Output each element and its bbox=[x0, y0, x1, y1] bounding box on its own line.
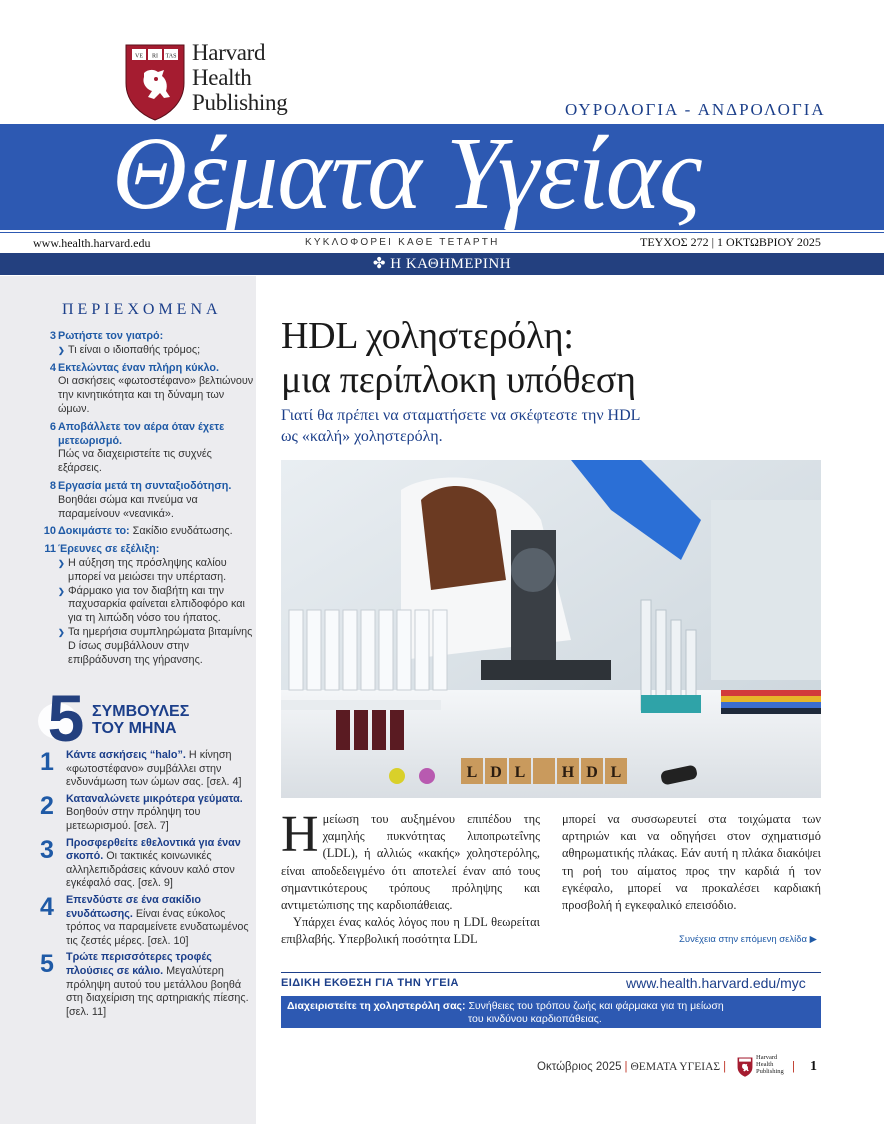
toc-bullet: ❯ Φάρμακο για τον διαβήτη και την παχυσαρκία φαίνεται ελπιδοφόρο και για τη λιπώδη νόσο του ήπατος. bbox=[58, 585, 255, 626]
report-divider bbox=[281, 972, 821, 973]
tip-heading: Κάντε ασκήσεις “halo”. bbox=[66, 749, 186, 761]
footer-separator: | bbox=[792, 1061, 795, 1073]
tip-number: 1 bbox=[40, 748, 54, 776]
newspaper-name bbox=[0, 253, 884, 275]
special-report-text: Συνήθειες του τρόπου ζωής και φάρμακα για τη μείωση bbox=[468, 1000, 724, 1012]
tip-item bbox=[38, 894, 252, 948]
photo-block-letter: L bbox=[466, 764, 478, 781]
article-column-1 bbox=[281, 806, 540, 949]
tip-text: Η κίνηση «φωτοστέφανο» συμβάλλει στην ενδυνάμωση των ώμων σας. [σελ. 4] bbox=[66, 749, 242, 789]
article-paragraph: Υπάρχει ένας καλός λόγος που η LDL θεωρείται επιβλαβής. Υπερβολική ποσότητα LDL bbox=[281, 915, 540, 947]
svg-text:TAS: TAS bbox=[165, 53, 177, 60]
page-footer bbox=[537, 1061, 729, 1073]
toc-bullet: ❯ Η αύξηση της πρόσληψης καλίου μπορεί να μειώσει την υπέρταση. bbox=[58, 557, 255, 585]
footer-publisher-line: Publishing bbox=[756, 1068, 784, 1075]
toc-item[interactable] bbox=[30, 525, 255, 539]
issue-info: ΤΕΥΧΟΣ 272 | 1 ΟΚΤΩΒΡΙΟΥ 2025 bbox=[640, 235, 821, 249]
special-report-box[interactable] bbox=[281, 996, 821, 1028]
tips-count: 5 bbox=[47, 681, 85, 745]
toc-description: Βοηθάει σώμα και πνεύμα να παραμείνουν «νεανικά». bbox=[58, 493, 198, 520]
publisher-line: Publishing bbox=[192, 90, 288, 115]
toc-item[interactable] bbox=[30, 362, 255, 417]
article-paragraph: μπορεί να συσσωρευτεί στα τοιχώματα των αρτηριών και να οδηγήσει στον σχηματισμό αθηρωματικής πλάκας. Εάν αυτή η πλάκα διακόψει τη ροή του αίματος προς την καρδιά ή τον εγκέφαλο, μπορεί να προκαλέσει καρδιακή προσβολή ή εγκεφαλικό επεισόδιο. bbox=[562, 812, 821, 913]
article-deck bbox=[281, 405, 721, 447]
tip-number: 3 bbox=[40, 835, 54, 864]
toc-page-number: 4 bbox=[49, 361, 56, 374]
lab-photo bbox=[281, 460, 821, 798]
magazine-title: Θέματα Υγείας bbox=[112, 116, 701, 231]
footer-title: ΘΕΜΑΤΑ ΥΓΕΙΑΣ bbox=[630, 1061, 721, 1073]
toc-heading: Αποβάλλετε τον αέρα όταν έχετε μετεωρισμό. bbox=[58, 420, 225, 447]
footer-publisher-line: Health bbox=[756, 1061, 774, 1068]
tip-heading: Τρώτε περισσότερες τροφές πλούσιες σε κάλιο. bbox=[66, 951, 212, 977]
bird-icon: ✤ bbox=[372, 256, 391, 272]
tip-item bbox=[38, 793, 252, 834]
toc-heading: Εκτελώντας έναν πλήρη κύκλο. bbox=[58, 361, 219, 374]
tip-heading: Καταναλώνετε μικρότερα γεύματα. bbox=[66, 792, 243, 805]
photo-block-letter: L bbox=[610, 764, 622, 781]
tips-title-line: ΤΟΥ ΜΗΝΑ bbox=[92, 720, 177, 737]
tips-title-line: ΣΥΜΒΟΥΛΕΣ bbox=[92, 703, 190, 720]
toc-item[interactable] bbox=[30, 480, 255, 521]
table-of-contents bbox=[30, 330, 255, 671]
toc-title: ΠΕΡΙΕΧΟΜΕΝΑ bbox=[62, 301, 222, 318]
toc-heading: Εργασία μετά τη συνταξιοδότηση. bbox=[58, 479, 232, 492]
tip-number: 2 bbox=[40, 791, 54, 820]
toc-description: Πώς να διαχειριστείτε τις συχνές εξάρσεις. bbox=[58, 448, 212, 475]
toc-heading: Έρευνες σε εξέλιξη: bbox=[58, 543, 160, 556]
newspaper-label: Η ΚΑΘΗΜΕΡΙΝΗ bbox=[390, 256, 512, 272]
headline-line: μια περίπλοκη υπόθεση bbox=[281, 359, 636, 401]
toc-page-number: 6 bbox=[49, 420, 56, 433]
drop-cap: Η bbox=[281, 806, 319, 863]
toc-item[interactable] bbox=[30, 421, 255, 476]
footer-date: Οκτώβριος 2025 bbox=[537, 1061, 622, 1073]
toc-item[interactable] bbox=[30, 330, 255, 358]
toc-description: Σακίδιο ενυδάτωσης. bbox=[132, 525, 233, 538]
section-category: ΟΥΡΟΛΟΓΙΑ - ΑΝΔΡΟΛΟΓΙΑ bbox=[565, 100, 826, 119]
tips-title bbox=[92, 703, 189, 737]
masthead-rule bbox=[0, 232, 884, 233]
publisher-line: Harvard bbox=[192, 40, 266, 65]
svg-text:VE: VE bbox=[135, 53, 143, 60]
publisher-name bbox=[192, 40, 287, 115]
tip-number: 4 bbox=[40, 892, 54, 921]
footer-separator: | bbox=[723, 1061, 727, 1073]
toc-bullet: ❯ Τι είναι ο ιδιοπαθής τρόμος; bbox=[58, 344, 255, 358]
article-headline bbox=[281, 314, 636, 402]
tip-item bbox=[38, 837, 252, 891]
toc-bullet: ❯ Τα ημερήσια συμπληρώματα βιταμίνης D ίσως συμβάλλουν στην επιβράδυνση της γήρανσης. bbox=[58, 626, 255, 667]
toc-description: Οι ασκήσεις «φωτοστέφανο» βελτιώνουν την κινητικότητα και τη δύναμη των ώμων. bbox=[58, 375, 254, 415]
page-number: 1 bbox=[810, 1059, 817, 1074]
deck-line: Γιατί θα πρέπει να σταματήσετε να σκέφτεστε την HDL bbox=[281, 407, 641, 424]
tip-heading: Προσφερθείτε εθελοντικά για έναν σκοπό. bbox=[66, 836, 241, 863]
deck-line: ως «καλή» χοληστερόλη. bbox=[281, 428, 443, 445]
svg-text:RI: RI bbox=[152, 53, 158, 60]
tip-text: Είναι ένας εύκολος τρόπος να παραμείνετε ενυδατωμένος τις ζεστές μέρες. [σελ. 10] bbox=[66, 907, 249, 947]
photo-block-letter: H bbox=[561, 764, 575, 781]
harvard-shield-logo bbox=[124, 43, 186, 121]
article-paragraph: μείωση του αυξημένου επιπέδου της χαμηλής πυκνότητας λιποπρωτεΐνης (LDL), ή αλλιώς «κακής» χοληστερόλης, είναι αποδεδειγμένο ότι αποτελεί έναν από τους σημαντικότερους τρόπους πρόληψης και αντιμετώπισης της καρδιοπάθειας. bbox=[281, 812, 540, 913]
toc-item[interactable] bbox=[30, 543, 255, 667]
harvard-shield-logo-small bbox=[737, 1057, 753, 1077]
toc-page-number: 8 bbox=[49, 479, 56, 492]
website-url[interactable]: www.health.harvard.edu bbox=[33, 236, 151, 250]
footer-publisher-line: Harvard bbox=[756, 1054, 778, 1061]
toc-page-number: 10 bbox=[43, 525, 56, 538]
publication-frequency: ΚΥΚΛΟΦΟΡΕΙ ΚΑΘΕ ΤΕΤΑΡΤΗ bbox=[305, 237, 500, 248]
tip-number: 5 bbox=[40, 950, 54, 979]
continued-link[interactable]: Συνέχεια στην επόμενη σελίδα ▶ bbox=[679, 934, 817, 945]
tip-text: Βοηθούν στην πρόληψη του μετεωρισμού. [σελ. 7] bbox=[66, 806, 201, 832]
special-report-heading: Διαχειριστείτε τη χοληστερόλη σας: bbox=[287, 1000, 466, 1012]
special-report-label: ΕΙΔΙΚΗ ΕΚΘΕΣΗ ΓΙΑ ΤΗΝ ΥΓΕΙΑ bbox=[281, 977, 459, 989]
article-column-2 bbox=[562, 811, 821, 914]
tip-text: Οι τακτικές κοινωνικές αλληλεπιδράσεις κάνουν καλό στον εγκέφαλό σας. [σελ. 9] bbox=[66, 850, 235, 890]
footer-publisher bbox=[756, 1054, 784, 1075]
toc-heading: Ρωτήστε τον γιατρό: bbox=[58, 330, 164, 342]
tip-item bbox=[38, 951, 252, 1019]
toc-page-number: 11 bbox=[44, 543, 56, 556]
headline-line: HDL χοληστερόλη: bbox=[281, 315, 574, 357]
photo-block-letter: L bbox=[514, 764, 526, 781]
photo-block-letter: D bbox=[490, 764, 502, 781]
tip-heading: Επενδύστε σε ένα σακίδιο ενυδάτωσης. bbox=[66, 893, 201, 920]
tip-item bbox=[38, 749, 252, 790]
photo-block-letter: D bbox=[586, 764, 598, 781]
footer-separator: | bbox=[624, 1061, 628, 1073]
special-report-url[interactable]: www.health.harvard.edu/myc bbox=[626, 975, 806, 991]
tips-list bbox=[38, 749, 252, 1022]
special-report-text: του κινδύνου καρδιοπάθειας. bbox=[468, 1013, 602, 1025]
five-badge-icon bbox=[36, 681, 92, 745]
publisher-line: Health bbox=[192, 65, 252, 90]
toc-heading: Δοκιμάστε το: bbox=[58, 525, 130, 538]
toc-page-number: 3 bbox=[49, 330, 56, 342]
tip-text: Μεγαλύτερη πρόληψη αυτού του μετάλλου βοηθά στη διαχείριση της αρτηριακής πίεσης. [σελ. 11] bbox=[66, 964, 249, 1018]
